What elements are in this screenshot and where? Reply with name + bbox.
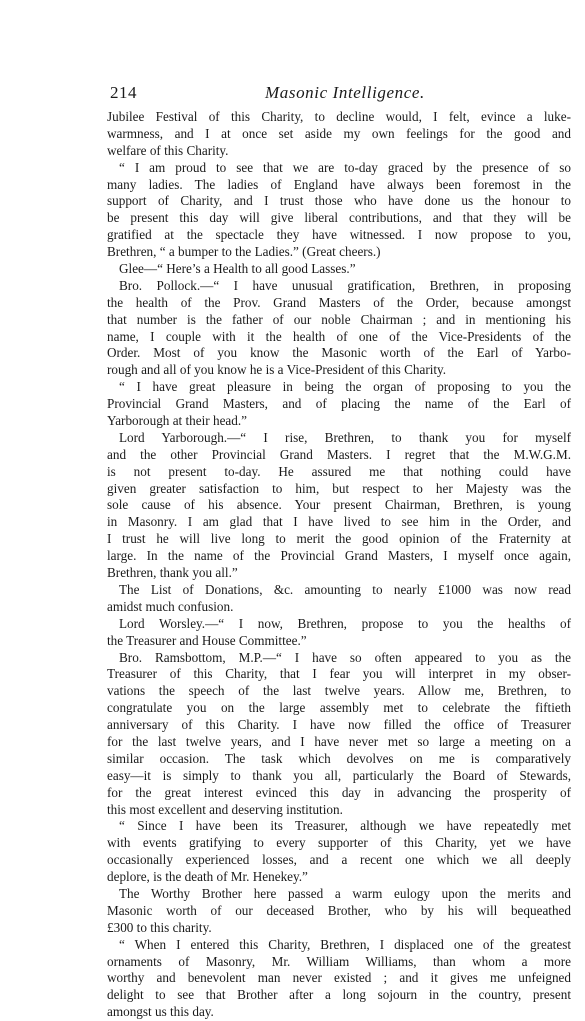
running-title: Masonic Intelligence. <box>265 83 425 102</box>
text-line: “ Since I have been its Treasurer, although we have repeatedly met <box>119 818 571 834</box>
text-line: Bro. Pollock.—“ I have unusual gratification, Brethren, in proposing <box>119 277 571 293</box>
text-line: The List of Donations, &c. amounting to nearly £1000 was now read <box>119 581 571 597</box>
text-line: Lord Worsley.—“ I now, Brethren, propose to you the healths of <box>119 615 571 631</box>
text-line: the Treasurer and House Committee.” <box>107 632 307 648</box>
text-line: ornaments of Masonry, Mr. William Williams, than whom a more <box>107 953 571 969</box>
text-line: in Masonry. I am glad that I have lived to see him in the Order, and <box>107 514 571 530</box>
text-line: with events gratifying to every supporter of this Charity, yet we have <box>107 835 571 851</box>
text-line: support of Charity, and I trust those who have done us the honour to <box>107 193 571 209</box>
text-line: amidst much confusion. <box>107 598 234 614</box>
text-line: delight to see that Brother after a long sojourn in the country, present <box>107 987 571 1003</box>
text-line: vations the speech of the last twelve years. Allow me, Brethren, to <box>107 683 571 699</box>
page-header <box>110 83 575 107</box>
text-line: occasionally experienced losses, and a recent one which we all deeply <box>107 852 571 868</box>
text-line: easy—it is simply to thank you all, particularly the Board of Stewards, <box>107 767 571 783</box>
text-line: Treasurer of this Charity, that I fear you will interpret in my obser- <box>107 666 571 682</box>
text-line: sole cause of his absence. Your present Chairman, Brethren, is young <box>107 497 571 513</box>
text-line: The Worthy Brother here passed a warm eulogy upon the merits and <box>119 885 571 901</box>
text-line: “ I have great pleasure in being the organ of proposing to you the <box>119 379 571 395</box>
text-line: Jubilee Festival of this Charity, to decline would, I felt, evince a luke- <box>107 109 571 124</box>
text-line: given greater satisfaction to him, but respect to her Majesty was the <box>107 480 571 496</box>
text-line: anniversary of this Charity. I have now filled the office of Treasurer <box>107 717 571 733</box>
text-line: for the great interest evinced this day in advancing the prosperity of <box>107 784 571 800</box>
text-line: Brethren, “ a bumper to the Ladies.” (Great cheers.) <box>107 244 381 260</box>
text-line: large. In the name of the Provincial Grand Masters, I myself once again, <box>107 548 571 564</box>
text-line: and the other Provincial Grand Masters. I regret that the M.W.G.M. <box>107 446 571 462</box>
text-line: I trust he will live long to merit the good opinion of the Fraternity at <box>107 531 571 547</box>
text-line: Order. Most of you know the Masonic worth of the Earl of Yarbo- <box>107 345 571 361</box>
text-line: many ladies. The ladies of England have always been foremost in the <box>107 176 571 192</box>
text-line: “ When I entered this Charity, Brethren, I displaced one of the greatest <box>119 936 571 952</box>
text-line: Provincial Grand Masters, and of placing the name of the Earl of <box>107 396 571 412</box>
text-line: gratified at the spectacle they have witnessed. I now propose to you, <box>107 227 571 243</box>
text-line: congratulate you on the large assembly met to celebrate the fiftieth <box>107 700 571 716</box>
body-text <box>107 109 571 1021</box>
text-line: Yarborough at their head.” <box>107 413 248 429</box>
text-line: Brethren, thank you all.” <box>107 565 238 581</box>
text-line: Glee—“ Here’s a Health to all good Lasses.” <box>119 261 356 277</box>
text-line: welfare of this Charity. <box>107 142 229 158</box>
text-line: rough and all of you know he is a Vice-President of this Charity. <box>107 362 447 378</box>
text-line: Bro. Ramsbottom, M.P.—“ I have so often appeared to you as the <box>119 649 571 665</box>
text-line: £300 to this charity. <box>107 919 212 935</box>
text-line: for the last twelve years, and I have never met so large a meeting on a <box>107 733 571 749</box>
text-line: worthy and benevolent man never existed ; and it gives me unfeigned <box>107 970 571 986</box>
text-line: is not present to-day. He assured me that nothing could have <box>107 463 571 479</box>
text-line: be present this day will give liberal contributions, and that they will be <box>107 210 571 226</box>
text-line: that number is the father of our noble Chairman ; and in mentioning his <box>107 311 571 327</box>
text-line: similar occasion. The task which devolves on me is comparatively <box>107 750 571 766</box>
text-line: Masonic worth of our deceased Brother, who by his will bequeathed <box>107 902 571 918</box>
text-line: name, I couple with it the health of one of the Vice-Presidents of the <box>107 328 571 344</box>
text-line: warmness, and I at once set aside my own feelings for the good and <box>107 125 571 141</box>
text-line: amongst us this day. <box>107 1004 214 1020</box>
page-number: 214 <box>110 83 137 102</box>
text-line: “ I am proud to see that we are to-day graced by the presence of so <box>119 159 571 175</box>
text-line: the health of the Prov. Grand Masters of the Order, because amongst <box>107 294 571 310</box>
text-line: deplore, is the death of Mr. Henekey.” <box>107 869 308 885</box>
text-line: this most excellent and deserving institution. <box>107 801 343 817</box>
text-line: Lord Yarborough.—“ I rise, Brethren, to thank you for myself <box>119 429 571 445</box>
